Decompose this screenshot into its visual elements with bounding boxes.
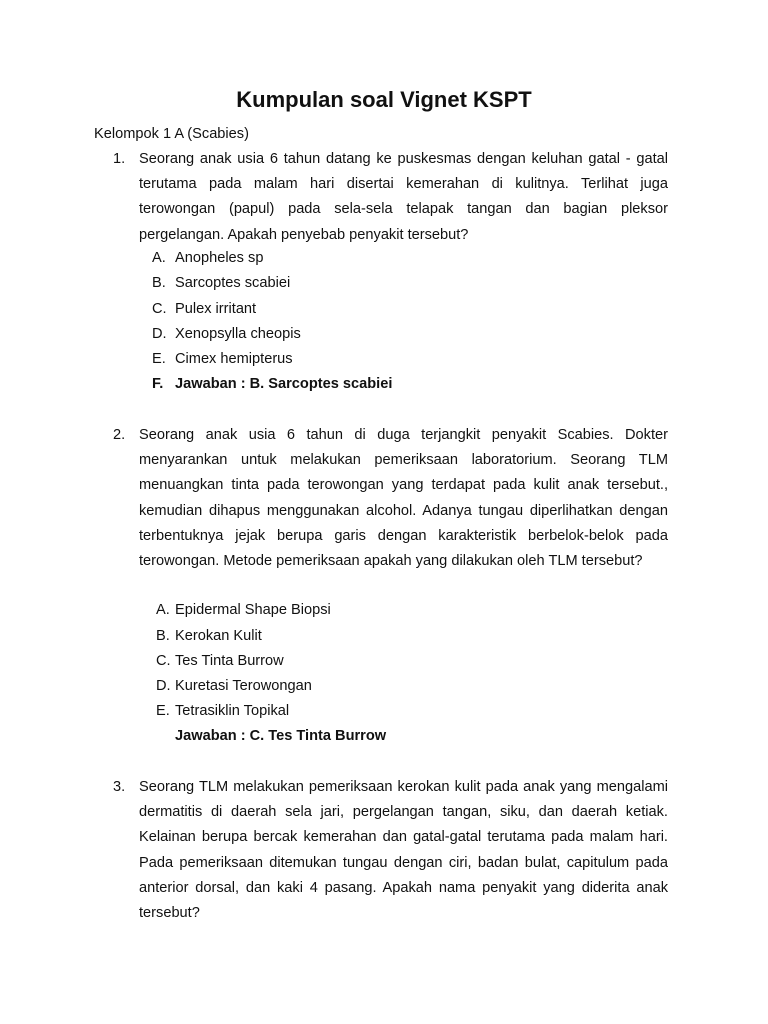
option-text: Pulex irritant xyxy=(175,301,257,317)
document-title: Kumpulan soal Vignet KSPT xyxy=(236,87,532,112)
option-text: Kuretasi Terowongan xyxy=(175,678,312,694)
option-letter: F. xyxy=(152,376,164,392)
option-letter: E. xyxy=(156,703,170,719)
option-letter: B. xyxy=(152,275,166,291)
question-text: Seorang TLM melakukan pemeriksaan kerokan kulit pada anak yang mengalami dermatitis di daerah sela jari, pergelangan tangan, siku, dan daerah ketiak. Kelainan berupa bercak kemerahan dan gatal-gatal terutama pada malam hari. Pada pemeriksaan ditemukan tungau dengan ciri, badan bulat, capitulum pada anterior dorsal, dan kaki 4 pasang. Apakah nama penyakit yang diderita anak tersebut? xyxy=(139,779,668,922)
option-letter: D. xyxy=(152,326,167,342)
option-letter: A. xyxy=(152,250,166,266)
option-letter: E. xyxy=(152,351,166,367)
option-text: Kerokan Kulit xyxy=(175,628,262,644)
group-heading: Kelompok 1 A (Scabies) xyxy=(94,126,249,142)
question-text: Seorang anak usia 6 tahun datang ke puskesmas dengan keluhan gatal - gatal terutama pada malam hari disertai kemerahan di kulitnya. Terlihat juga terowongan (papul) pada sela-sela telapak tangan dan bagian pleksor pergelangan. Apakah penyebab penyakit tersebut? xyxy=(139,151,668,243)
option-letter: C. xyxy=(156,653,171,669)
answer-text: Jawaban : C. Tes Tinta Burrow xyxy=(175,728,387,744)
question-text: Seorang anak usia 6 tahun di duga terjangkit penyakit Scabies. Dokter menyarankan untuk melakukan pemeriksaan laboratorium. Seorang TLM menuangkan tinta pada terowongan yang terdapat pada kulit anak tersebut., kemudian dihapus menggunakan alcohol. Adanya tungau diperlihatkan dengan terbentuknya jejak berupa garis dengan karakteristik berbelok-belok pada terowongan. Metode pemeriksaan apakah yang dilakukan oleh TLM tersebut? xyxy=(139,427,668,570)
option-text: Tes Tinta Burrow xyxy=(175,653,284,669)
option-text: Cimex hemipterus xyxy=(175,351,293,367)
option-text: Tetrasiklin Topikal xyxy=(175,703,290,719)
option-text: Sarcoptes scabiei xyxy=(175,275,291,291)
option-text: Anopheles sp xyxy=(175,250,264,266)
option-letter: B. xyxy=(156,628,170,644)
option-letter: A. xyxy=(156,602,170,618)
question-number: 1. xyxy=(113,151,126,167)
option-text: Xenopsylla cheopis xyxy=(175,326,301,342)
answer-text: Jawaban : B. Sarcoptes scabiei xyxy=(175,376,393,392)
option-letter: C. xyxy=(152,301,167,317)
option-letter: D. xyxy=(156,678,171,694)
question-number: 3. xyxy=(113,779,126,795)
option-text: Epidermal Shape Biopsi xyxy=(175,602,331,618)
question-number: 2. xyxy=(113,427,126,443)
